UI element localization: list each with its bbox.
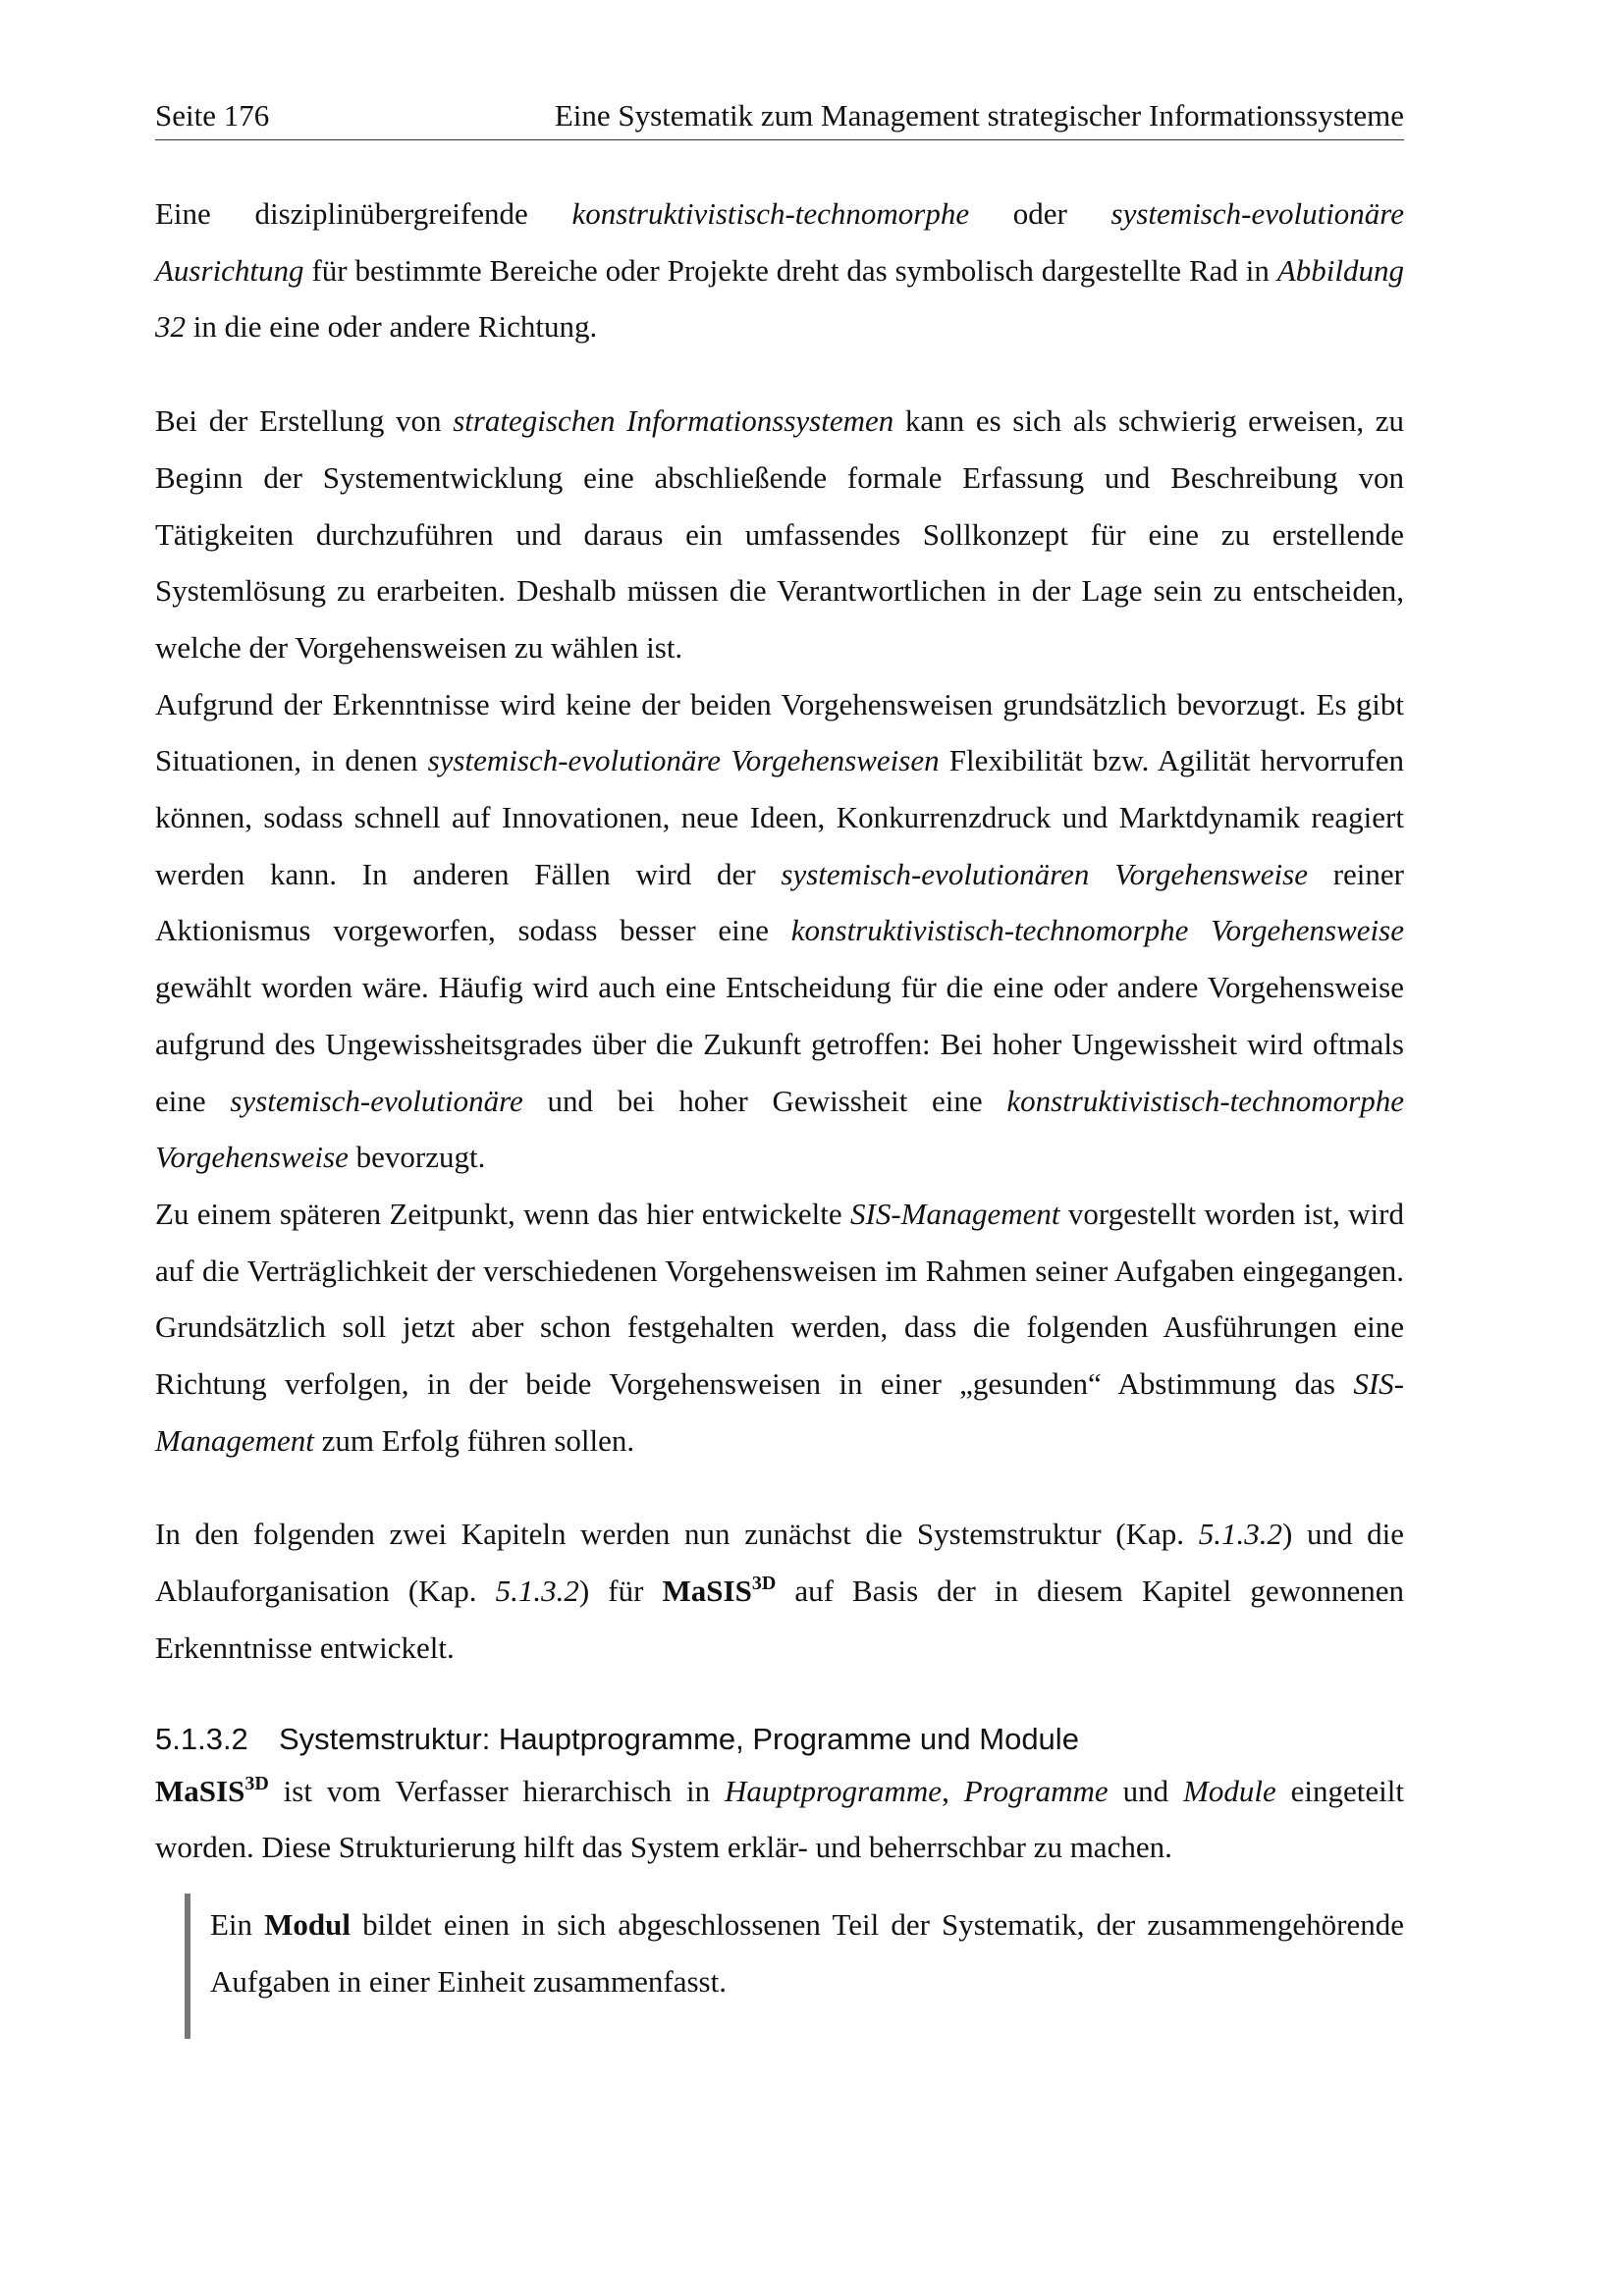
emphasis: SIS-Management <box>155 1366 1404 1458</box>
emphasis: systemisch-evolutionäre Ausrichtung <box>155 196 1404 288</box>
emphasis: strategischen Informationssystemen <box>453 403 894 439</box>
figure-reference: Abbildung 32 <box>155 252 1404 345</box>
paragraph-5: In den folgenden zwei Kapiteln werden nun zunächst die Systemstruktur (Kap. 5.1.3.2) und die Ablauforganisation (Kap. 5.1.3.2) für MaSIS$^{3D}$ auf Basis der in diesem Kapitel gewonnenen Erkenntnisse entwickelt. <box>155 1517 1404 1665</box>
paragraph-3: Aufgrund der Erkenntnisse wird keine der beiden Vorgehensweisen grundsätzlich bevorzugt. Es gibt Situationen, in denen systemisch-evolutionäre Vorgehensweisen Flexibilität bzw. Agilität hervorrufen können, sodass schnell auf Innovationen, neue Ideen, Konkurrenzdruck und Marktdynamik reagiert werden kann. In anderen Fällen wird der systemisch-evolutionären Vorgehensweise reiner Aktionismus vorgeworfen, sodass besser eine konstruktivistisch-technomorphe Vorgehensweise gewählt worden wäre. Häufig wird auch eine Entscheidung für die eine oder andere Vorgehensweise aufgrund des Ungewissheitsgrades über die Zukunft getroffen: Bei hoher Ungewissheit wird oftmals eine systemisch-evolutionäre und bei hoher Gewissheit eine konstruktivistisch-technomorphe Vorgehensweise bevorzugt. <box>155 686 1405 1175</box>
masis-superscript: 3D <box>751 1573 777 1595</box>
emphasis: systemisch-evolutionäre Vorgehensweisen <box>427 743 940 778</box>
emphasis: konstruktivistisch-technomorphe <box>571 196 970 231</box>
section-number: 5.1.3.2 <box>155 1721 248 1756</box>
paragraph-1: Eine disziplinübergreifende konstruktivistisch-technomorphe oder systemisch-evolutionäre Ausrichtung für bestimmte Bereiche oder Projekte dreht das symbolisch dargestellte Rad in Abbildung 32 in die eine oder andere Richtung. <box>155 196 1404 345</box>
defined-term: Modul <box>264 1906 352 1942</box>
definition-block <box>185 1894 1404 2039</box>
section-title: Systemstruktur: Hauptprogramme, Programme und Module <box>279 1721 1079 1756</box>
masis-superscript: 3D <box>244 1772 269 1794</box>
paragraph-2: Bei der Erstellung von strategischen Informationssystemen kann es sich als schwierig erweisen, zu Beginn der Systementwicklung eine abschließende formale Erfassung und Beschreibung von Tätigkeiten durchzuführen und daraus ein umfassendes Sollkonzept für eine zu erstellende Systemlösung zu erarbeiten. Deshalb müssen die Verantwortlichen in der Lage sein zu entscheiden, welche der Vorgehensweisen zu wählen ist. <box>155 403 1405 665</box>
page-header <box>155 96 1404 140</box>
section-intro: MaSIS$^{3D}$ ist vom Verfasser hierarchisch in Hauptprogramme, Programme und Module eingeteilt worden. Diese Strukturierung hilft das System erklär- und beherrschbar zu machen. <box>155 1772 1404 1865</box>
paragraph-4: Zu einem späteren Zeitpunkt, wenn das hier entwickelte SIS-Management vorgestellt worden ist, wird auf die Verträglichkeit der verschiedenen Vorgehensweisen im Rahmen seiner Aufgaben eingegangen. Grundsätzlich soll jetzt aber schon festgehalten werden, dass die folgenden Ausführungen eine Richtung verfolgen, in der beide Vorgehensweisen in einer „gesunden“ Abstimmung das SIS-Management zum Erfolg führen sollen. <box>155 1196 1404 1458</box>
emphasis: Module <box>1183 1773 1276 1808</box>
emphasis: SIS-Management <box>850 1196 1060 1231</box>
definition-text: Ein Modul bildet einen in sich abgeschlossenen Teil der Systematik, der zusammengehörende Aufgaben in einer Einheit zusammenfasst. <box>210 1906 1404 1999</box>
masis-name: MaSIS <box>155 1773 245 1808</box>
emphasis: Hauptprogramme <box>725 1773 943 1808</box>
emphasis: systemisch-evolutionären Vorgehensweise <box>781 856 1308 891</box>
chapter-reference: 5.1.3.2 <box>495 1574 579 1609</box>
chapter-reference: 5.1.3.2 <box>1198 1517 1282 1552</box>
emphasis: Programme <box>963 1773 1109 1808</box>
section-heading <box>155 1716 1404 1763</box>
emphasis: systemisch-evolutionäre <box>230 1083 523 1118</box>
body-text <box>155 186 1404 2039</box>
running-title: Eine Systematik zum Management strategischer Informationssysteme <box>554 98 1404 133</box>
page-number: Seite 176 <box>155 98 270 133</box>
emphasis: konstruktivistisch-technomorphe Vorgehensweise <box>790 913 1404 948</box>
emphasis: konstruktivistisch-technomorphe Vorgehensweise <box>155 1083 1404 1175</box>
masis-name: MaSIS <box>662 1574 752 1609</box>
